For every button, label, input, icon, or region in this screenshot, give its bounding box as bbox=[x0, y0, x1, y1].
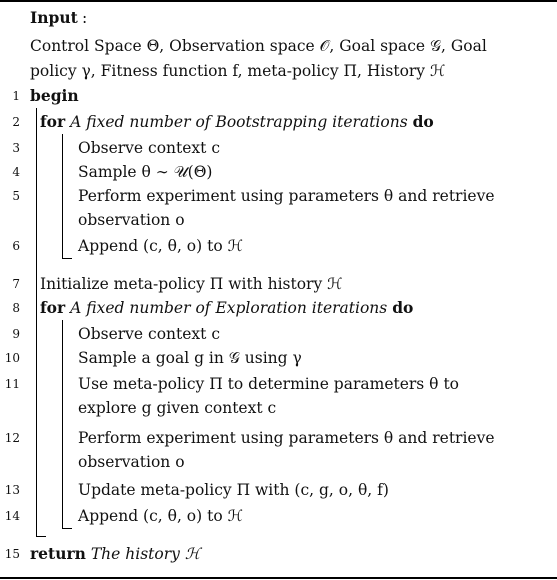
keyword: for bbox=[40, 112, 66, 131]
algo-line-10 bbox=[0, 346, 557, 370]
statement: Perform experiment using parameters θ and retrieve bbox=[78, 187, 495, 205]
input-line-2 bbox=[0, 59, 557, 83]
begin-block-end bbox=[36, 536, 46, 537]
line-number: 13 bbox=[4, 483, 20, 497]
for-block-bar-1 bbox=[62, 134, 63, 258]
line-number: 12 bbox=[4, 431, 20, 445]
statement: Sample θ ∼ 𝒰(Θ) bbox=[78, 163, 213, 181]
line-number: 8 bbox=[12, 301, 20, 315]
algo-line-9 bbox=[0, 322, 557, 346]
algo-line-6 bbox=[0, 234, 557, 258]
algo-line-5 bbox=[0, 184, 557, 208]
algo-line-12-cont bbox=[0, 450, 557, 474]
input-header: Input : bbox=[0, 6, 557, 30]
return-value: The history ℋ bbox=[90, 545, 201, 563]
algo-line-5-cont bbox=[0, 208, 557, 232]
line-number: 9 bbox=[12, 327, 20, 341]
statement-continuation: observation o bbox=[78, 211, 185, 229]
keyword: begin bbox=[30, 86, 79, 105]
keyword: for bbox=[40, 298, 66, 317]
keyword: do bbox=[392, 298, 414, 317]
statement: Update meta-policy Π with (c, g, o, θ, f) bbox=[78, 481, 389, 499]
statement: Append (c, θ, o) to ℋ bbox=[78, 507, 243, 525]
line-number: 2 bbox=[12, 115, 20, 129]
statement: Observe context c bbox=[78, 139, 220, 157]
statement: Observe context c bbox=[78, 325, 220, 343]
algo-line-12 bbox=[0, 426, 557, 450]
for-block-bar-2 bbox=[62, 320, 63, 528]
statement-continuation: observation o bbox=[78, 453, 185, 471]
statement-continuation: explore g given context c bbox=[78, 399, 277, 417]
algo-line-15 bbox=[0, 542, 557, 566]
line-number: 14 bbox=[4, 509, 20, 523]
line-number: 15 bbox=[4, 547, 20, 561]
algo-line-3 bbox=[0, 136, 557, 160]
begin-block-bar bbox=[36, 108, 37, 536]
line-number: 11 bbox=[4, 377, 20, 391]
algo-line-7 bbox=[0, 272, 557, 296]
loop-condition: A fixed number of Exploration iterations bbox=[70, 299, 388, 317]
line-number: 10 bbox=[4, 351, 20, 365]
line-number: 4 bbox=[12, 165, 20, 179]
top-rule bbox=[0, 0, 557, 2]
algo-line-14 bbox=[0, 504, 557, 528]
statement: Use meta-policy Π to determine parameters θ to bbox=[78, 375, 459, 393]
input-line-1 bbox=[0, 34, 557, 58]
algo-line-11-cont bbox=[0, 396, 557, 420]
keyword: do bbox=[412, 112, 434, 131]
loop-condition: A fixed number of Bootstrapping iterations bbox=[70, 113, 408, 131]
line-number: 6 bbox=[12, 239, 20, 253]
algo-line-4 bbox=[0, 160, 557, 184]
algo-line-2 bbox=[0, 110, 557, 134]
keyword: return bbox=[30, 544, 86, 563]
input-label: Input bbox=[30, 8, 78, 27]
line-number: 5 bbox=[12, 189, 20, 203]
line-number: 7 bbox=[12, 277, 20, 291]
statement: Initialize meta-policy Π with history ℋ bbox=[40, 275, 343, 293]
bottom-rule bbox=[0, 577, 557, 579]
algo-line-13 bbox=[0, 478, 557, 502]
input-text-1: Control Space Θ, Observation space 𝒪, Goal space 𝒢, Goal bbox=[30, 37, 487, 55]
statement: Perform experiment using parameters θ and retrieve bbox=[78, 429, 495, 447]
algo-line-11 bbox=[0, 372, 557, 396]
for-block-end-2 bbox=[62, 528, 72, 529]
algo-line-1 bbox=[0, 84, 557, 108]
line-number: 1 bbox=[12, 89, 20, 103]
line-number: 3 bbox=[12, 141, 20, 155]
algo-line-8 bbox=[0, 296, 557, 320]
statement: Append (c, θ, o) to ℋ bbox=[78, 237, 243, 255]
input-text-2: policy γ, Fitness function f, meta-policy Π, History ℋ bbox=[30, 62, 446, 80]
statement: Sample a goal g in 𝒢 using γ bbox=[78, 349, 302, 367]
for-block-end-1 bbox=[62, 258, 72, 259]
